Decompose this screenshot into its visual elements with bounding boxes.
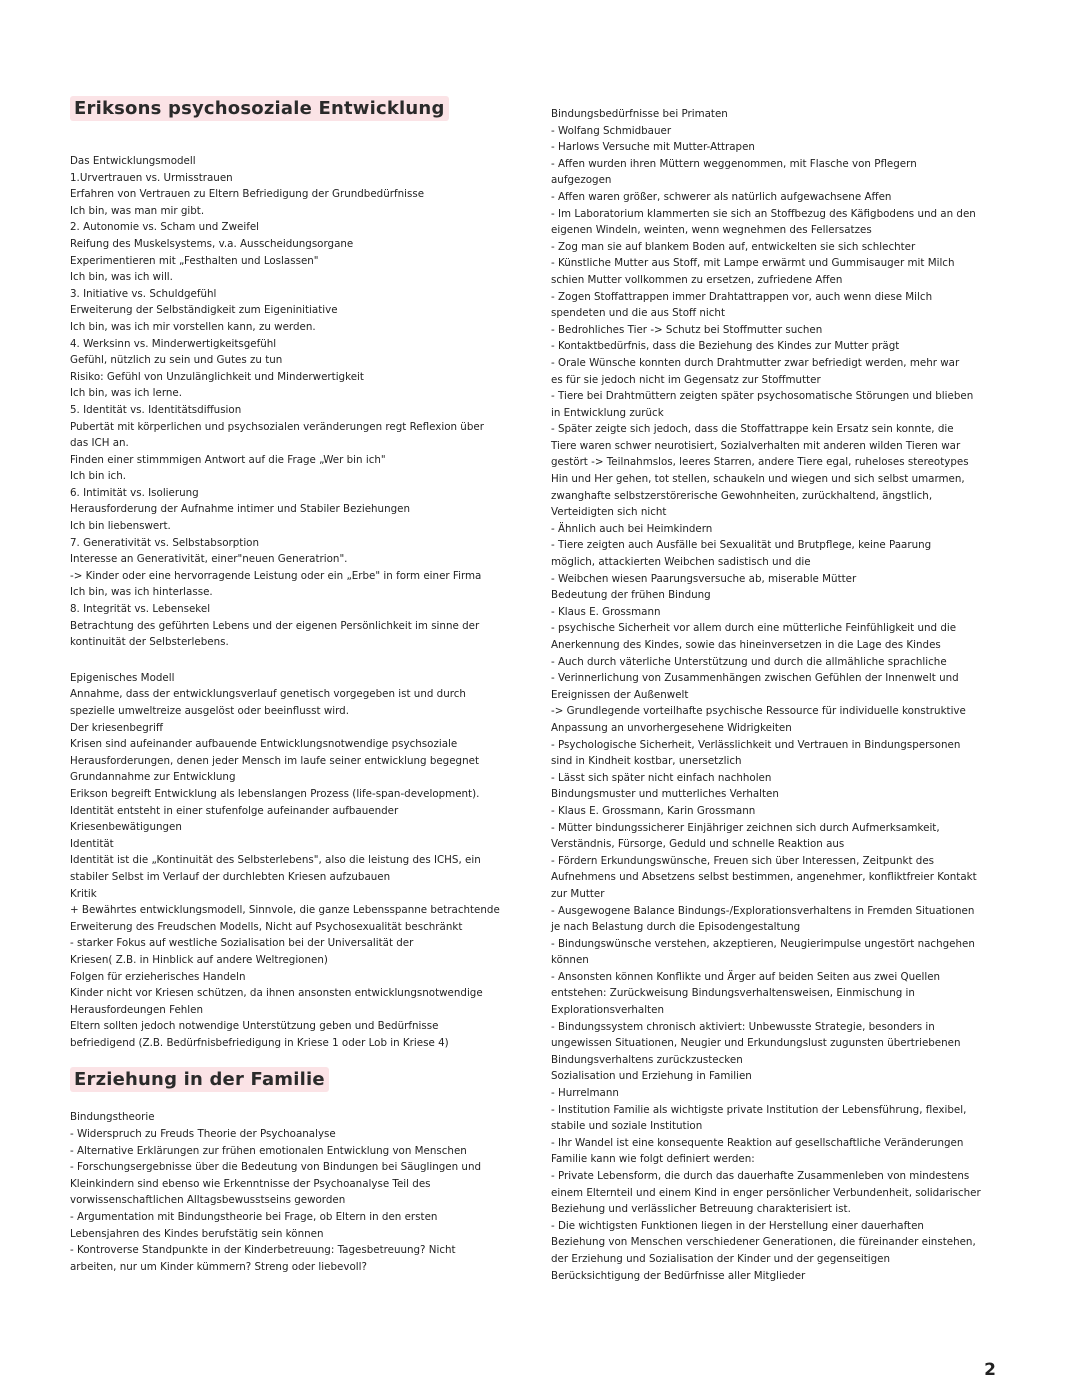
- text-line: Identität: [70, 837, 114, 850]
- text-line: Eltern sollten jedoch notwendige Unterstützung geben und Bedürfnisse: [70, 1020, 439, 1033]
- text-line: spendeten und die aus Stoff nicht: [551, 307, 725, 320]
- text-line: 6. Intimität vs. Isolierung: [70, 486, 199, 499]
- erikson-model-section: [70, 153, 510, 651]
- text-line: möglich, attackierten Weibchen sadistisch und die: [551, 556, 811, 569]
- text-line: vorwissenschaftlichen Alltagsbewusstseins geworden: [70, 1194, 346, 1207]
- text-line: Verteidigten sich nicht: [551, 506, 667, 519]
- text-line: - psychische Sicherheit vor allem durch eine mütterliche Feinfühligkeit und die: [551, 622, 957, 635]
- text-line: Familie kann wie folgt definiert werden:: [551, 1153, 755, 1166]
- text-line: Grundannahme zur Entwicklung: [70, 771, 236, 784]
- text-line: Ich bin, was ich hinterlasse.: [70, 586, 213, 599]
- text-line: - Alternative Erklärungen zur frühen emotionalen Entwicklung von Menschen: [70, 1144, 467, 1157]
- text-line: - Psychologische Sicherheit, Verlässlichkeit und Vertrauen in Bindungspersonen: [551, 738, 961, 751]
- text-line: ungewissen Situationen, Neugier und Erkundungslust zugunsten übertriebenen: [551, 1037, 961, 1050]
- text-line: 7. Generativität vs. Selbstabsorption: [70, 536, 260, 549]
- text-line: Folgen für erzieherisches Handeln: [70, 970, 246, 983]
- text-line: Verständnis, Fürsorge, Geduld und schnelle Reaktion aus: [551, 838, 845, 851]
- text-line: Beziehung von Menschen verschiedener Generationen, die füreinander einstehen,: [551, 1236, 976, 1249]
- text-line: befriedigend (Z.B. Bedürfnisbefriedigung in Kriese 1 oder Lob in Kriese 4): [70, 1036, 449, 1049]
- text-line: - Ihr Wandel ist eine konsequente Reaktion auf gesellschaftliche Veränderungen: [551, 1136, 964, 1149]
- text-line: sind in Kindheit kostbar, unersetzlich: [551, 755, 742, 768]
- text-line: einem Elternteil und einem Kind in enger persönlicher Verbundenheit, solidarischer: [551, 1186, 981, 1199]
- text-line: + Bewährtes entwicklungsmodell, Sinnvole, die ganze Lebensspanne betrachtende: [70, 904, 500, 917]
- text-line: - Ansonsten können Konflikte und Ärger auf beiden Seiten aus zwei Quellen: [551, 970, 941, 983]
- text-line: Identität ist die „Kontinuität des Selbsterlebens", also die leistung des ICHS, ein: [70, 854, 481, 867]
- text-line: - Wolfang Schmidbauer: [551, 124, 672, 137]
- text-line: - Hurrelmann: [551, 1087, 619, 1100]
- text-line: Betrachtung des geführten Lebens und der eigenen Persönlichkeit im sinne der: [70, 619, 480, 632]
- text-line: Sozialisation und Erziehung in Familien: [551, 1070, 752, 1083]
- text-line: eigenen Windeln, weinten, wenn wegnehmen des Fellersatzes: [551, 224, 872, 237]
- text-line: 4. Werksinn vs. Minderwertigkeitsgefühl: [70, 337, 277, 350]
- text-line: - Bindungswünsche verstehen, akzeptieren, Neugierimpulse ungestört nachgehen: [551, 937, 975, 950]
- text-line: Identität entsteht in einer stufenfolge aufeinander aufbauender: [70, 804, 399, 817]
- text-line: Erikson begreift Entwicklung als lebenslangen Prozess (life-span-development).: [70, 787, 480, 800]
- epigenetic-model-section: [70, 670, 510, 1052]
- text-line: Berücksichtigung der Bedürfnisse aller Mitglieder: [551, 1269, 806, 1282]
- text-line: Ich bin, was ich will.: [70, 271, 173, 284]
- text-line: - Fördern Erkundungswünsche, Freuen sich über Interessen, Zeitpunkt des: [551, 854, 935, 867]
- text-line: - Klaus E. Grossmann, Karin Grossmann: [551, 804, 756, 817]
- text-line: Gefühl, nützlich zu sein und Gutes zu tun: [70, 354, 283, 367]
- text-line: - Lässt sich später nicht einfach nachholen: [551, 771, 772, 784]
- text-line: Explorationsverhalten: [551, 1004, 665, 1017]
- text-line: zur Mutter: [551, 887, 605, 900]
- text-line: - Zogen Stoffattrappen immer Drahtattrappen vor, auch wenn diese Milch: [551, 290, 933, 303]
- text-line: schien Mutter vollkommen zu ersetzen, zufriedene Affen: [551, 273, 843, 286]
- text-line: - Institution Familie als wichtigste private Institution der Lebensführung, flexibel,: [551, 1103, 967, 1116]
- text-line: Kinder nicht vor Kriesen schützen, da ihnen ansonsten entwicklungsnotwendige: [70, 987, 483, 1000]
- text-line: - Affen wurden ihren Müttern weggenommen, mit Flasche von Pflegern: [551, 157, 917, 170]
- text-line: Annahme, dass der entwicklungsverlauf genetisch vorgegeben ist und durch: [70, 688, 466, 701]
- text-line: je nach Belastung durch die Episodengestaltung: [551, 921, 801, 934]
- text-line: Bedeutung der frühen Bindung: [551, 589, 711, 602]
- text-line: spezielle umweltreize ausgelöst oder beeinflusst wird.: [70, 705, 349, 717]
- text-line: stabile und soziale Institution: [551, 1120, 703, 1133]
- text-line: Epigenisches Modell: [70, 671, 175, 684]
- text-line: - Tiere bei Drahtmüttern zeigten später psychosomatische Störungen und blieben: [551, 390, 974, 403]
- text-line: - Kontroverse Standpunkte in der Kinderbetreuung: Tagesbetreuung? Nicht: [70, 1244, 456, 1257]
- text-line: Ich bin ich.: [70, 470, 127, 483]
- text-line: Das Entwicklungsmodell: [70, 155, 196, 167]
- text-line: - Forschungsergebnisse über die Bedeutung von Bindungen bei Säuglingen und: [70, 1161, 482, 1174]
- text-line: Herausfordeungen Fehlen: [70, 1003, 204, 1016]
- text-line: Bindungsverhaltens zurückzustecken: [551, 1053, 743, 1066]
- text-line: können: [551, 954, 589, 967]
- text-line: - Affen waren größer, schwerer als natürlich aufgewachsene Affen: [551, 190, 892, 203]
- text-line: - Kontaktbedürfnis, dass die Beziehung des Kindes zur Mutter prägt: [551, 340, 900, 353]
- text-line: Beziehung und verlässlicher Betreuung charakterisiert ist.: [551, 1203, 851, 1216]
- text-line: - Bindungssystem chronisch aktiviert: Unbewusste Strategie, besonders in: [551, 1020, 935, 1033]
- text-line: Kriesenbewätigungen: [70, 821, 182, 834]
- page-number: 2: [984, 1360, 996, 1380]
- text-line: Erfahren von Vertrauen zu Eltern Befriedigung der Grundbedürfnisse: [70, 188, 425, 201]
- text-line: Ich bin, was ich lerne.: [70, 387, 183, 400]
- text-line: Ich bin, was ich mir vorstellen kann, zu werden.: [70, 320, 316, 333]
- text-line: - Private Lebensform, die durch das dauerhafte Zusammenleben von mindestens: [551, 1170, 970, 1182]
- text-line: Bindungstheorie: [70, 1111, 155, 1124]
- text-line: - Ähnlich auch bei Heimkindern: [551, 522, 713, 535]
- text-line: Ereignissen der Außenwelt: [551, 688, 689, 701]
- text-line: - Ausgewogene Balance Bindungs-/Explorationsverhaltens in Fremden Situationen: [551, 904, 975, 917]
- text-line: Ich bin liebenswert.: [70, 520, 171, 533]
- text-line: - Tiere zeigten auch Ausfälle bei Sexualität und Brutpflege, keine Paarung: [551, 539, 932, 552]
- text-line: es für sie jedoch nicht im Gegensatz zur Stoffmutter: [551, 373, 821, 386]
- text-line: Ich bin, was man mir gibt.: [70, 204, 205, 217]
- text-line: Herausforderung der Aufnahme intimer und Stabiler Beziehungen: [70, 503, 411, 516]
- text-line: zwanghafte selbstzerstörerische Gewohnheiten, zurückhaltend, ängstlich,: [551, 489, 933, 502]
- text-line: 8. Integrität vs. Lebensekel: [70, 603, 211, 616]
- text-line: Anpassung an unvorhergesehene Widrigkeiten: [551, 721, 792, 734]
- text-line: Erweiterung des Freudschen Modells, Nicht auf Psychosexualität beschränkt: [70, 920, 463, 933]
- text-line: 2. Autonomie vs. Scham und Zweifel: [70, 221, 260, 234]
- text-line: - Mütter bindungssicherer Einjähriger zeichnen sich durch Aufmerksamkeit,: [551, 821, 940, 834]
- text-line: Kleinkindern sind ebenso wie Erkenntnisse der Psychoanalyse Teil des: [70, 1177, 431, 1190]
- text-line: entstehen: Zurückweisung Bindungsverhaltensweisen, Einmischung in: [551, 987, 915, 1000]
- text-line: - Im Laboratorium klammerten sie sich an Stoffbezug des Käfigbodens und an den: [551, 207, 976, 220]
- primate-attachment-section: [551, 106, 991, 1284]
- text-line: - starker Fokus auf westliche Sozialisation bei der Universalität der: [70, 937, 414, 950]
- text-line: -> Kinder oder eine hervorragende Leistung oder ein „Erbe" in form einer Firma: [70, 569, 482, 582]
- text-line: - Später zeigte sich jedoch, dass die Stoffattrappe kein Ersatz sein konnte, die: [551, 423, 954, 436]
- text-line: arbeiten, nur um Kinder kümmern? Streng oder liebevoll?: [70, 1260, 367, 1273]
- text-line: - Orale Wünsche konnten durch Drahtmutter zwar befriedigt werden, mehr war: [551, 356, 960, 369]
- text-line: - Argumentation mit Bindungstheorie bei Frage, ob Eltern in den ersten: [70, 1211, 438, 1224]
- text-line: - Bedrohliches Tier -> Schutz bei Stoffmutter suchen: [551, 323, 823, 336]
- text-line: Finden einer stimmmigen Antwort auf die Frage „Wer bin ich": [70, 453, 386, 466]
- text-line: stabiler Selbst im Verlauf der durchlebten Kriesen aufzubauen: [70, 870, 391, 883]
- text-line: in Entwicklung zurück: [551, 406, 664, 419]
- text-line: - Harlows Versuche mit Mutter-Attrapen: [551, 141, 755, 154]
- text-line: Interesse an Generativität, einer"neuen Generatrion".: [70, 553, 348, 566]
- text-line: Krisen sind aufeinander aufbauende Entwicklungsnotwendige psychsoziale: [70, 738, 458, 751]
- text-line: Kritik: [70, 887, 97, 900]
- right-column: [551, 106, 991, 1284]
- text-line: der Erziehung und Sozialisation der Kinder und der gegenseitigen: [551, 1252, 891, 1265]
- text-line: gestört -> Teilnahmslos, leeres Starren, andere Tiere egal, ruheloses stereotypes: [551, 456, 969, 469]
- text-line: Hin und Her gehen, tot stellen, schaukeln und wiegen und sich selbst umarmen,: [551, 473, 965, 486]
- text-line: 3. Initiative vs. Schuldgefühl: [70, 287, 217, 300]
- text-line: Herausforderungen, denen jeder Mensch im laufe seiner entwicklung begegnet: [70, 754, 479, 767]
- text-line: - Die wichtigsten Funktionen liegen in der Herstellung einer dauerhaften: [551, 1219, 924, 1232]
- text-line: Tiere waren schwer neurotisiert, Sozialverhalten mit anderen wilden Tieren war: [551, 439, 961, 452]
- text-line: Bindungsmuster und mutterliches Verhalten: [551, 788, 779, 801]
- text-line: Der kriesenbegriff: [70, 721, 163, 734]
- text-line: kontinuität der Selbsterlebens.: [70, 636, 229, 649]
- heading-family-education: Erziehung in der Familie: [70, 1067, 329, 1092]
- text-line: Anerkennung des Kindes, sowie das hineinversetzen in die Lage des Kindes: [551, 639, 941, 651]
- text-line: - Zog man sie auf blankem Boden auf, entwickelten sie sich schlechter: [551, 240, 916, 253]
- heading-erikson: Eriksons psychosoziale Entwicklung: [70, 96, 449, 121]
- text-line: Bindungsbedürfnisse bei Primaten: [551, 108, 728, 120]
- text-line: Reifung des Muskelsystems, v.a. Ausscheidungsorgane: [70, 237, 354, 250]
- text-line: - Widerspruch zu Freuds Theorie der Psychoanalyse: [70, 1128, 336, 1141]
- text-line: Lebensjahren des Kindes berufstätig sein können: [70, 1227, 324, 1240]
- left-column: [70, 96, 510, 1275]
- text-line: 1.Urvertrauen vs. Urmisstrauen: [70, 171, 233, 184]
- text-line: 5. Identität vs. Identitätsdiffusion: [70, 403, 242, 416]
- text-line: Pubertät mit körperlichen und psychsozialen veränderungen regt Reflexion über: [70, 420, 484, 433]
- text-line: aufgezogen: [551, 174, 612, 187]
- text-line: Erweiterung der Selbständigkeit zum Eigeninitiative: [70, 304, 338, 317]
- text-line: - Weibchen wiesen Paarungsversuche ab, miserable Mütter: [551, 572, 857, 585]
- text-line: Experimentieren mit „Festhalten und Loslassen": [70, 254, 319, 267]
- text-line: - Klaus E. Grossmann: [551, 605, 661, 618]
- text-line: - Verinnerlichung von Zusammenhängen zwischen Gefühlen der Innenwelt und: [551, 672, 959, 685]
- text-line: - Auch durch väterliche Unterstützung und durch die allmähliche sprachliche: [551, 655, 947, 668]
- attachment-theory-section: [70, 1109, 510, 1275]
- text-line: -> Grundlegende vorteilhafte psychische Ressource für individuelle konstruktive: [551, 705, 966, 718]
- text-line: - Künstliche Mutter aus Stoff, mit Lampe erwärmt und Gummisauger mit Milch: [551, 257, 955, 270]
- text-line: Risiko: Gefühl von Unzulänglichkeit und Minderwertigkeit: [70, 370, 364, 383]
- text-line: das ICH an.: [70, 437, 129, 450]
- text-line: Kriesen( Z.B. in Hinblick auf andere Weltregionen): [70, 953, 328, 966]
- text-line: Aufnehmens und Absetzens selbst bestimmen, angenehmer, konfliktfreier Kontakt: [551, 871, 977, 884]
